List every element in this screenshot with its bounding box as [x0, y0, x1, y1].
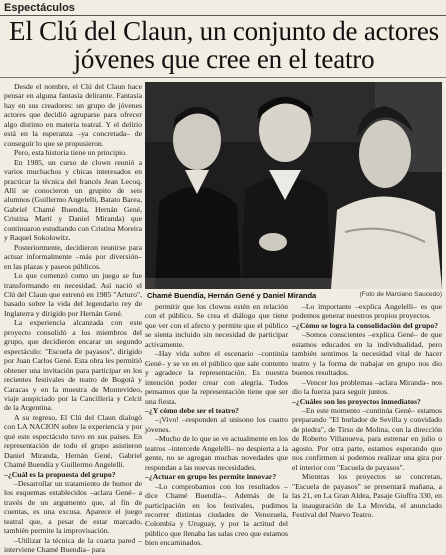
article-paragraph: –Lo importante –explica Angelelli– es que podemos generar nuestros propios proyectos. [292, 302, 442, 321]
article-column-1 [4, 82, 142, 555]
article-paragraph: Lo que comenzó como un juego se fue transformando en necesidad. Así nació el Clú del Claun que estrenó en 1985 "Arturo", basado sobre la vida del legendario rey de Inglaterra y dirigido por Hernán Gené. [4, 271, 142, 318]
article-paragraph: Posteriormente, decidieron reunirse para actuar informalmente –más por diversión– en las plazas y paseos públicos. [4, 242, 142, 271]
article-paragraph: La experiencia alcanzada con este proyecto consolidó a los miembros del grupo, que decidieron encarar un segundo espectáculo: "Escuela de payasos", dirigido por Juan Carlos Gené. Esta obra les permitió obtener una invitación para participar en los recientes festivales de teatro de Bogotá y Caracas y en la muestra de Montevideo, viaje auspiciado por la Cancillería y Celcit de la Argentina. [4, 318, 142, 413]
article-paragraph: –Desarrollar un tratamiento de humor de los esquemas establecidos –aclara Gené– a través de un argumento que, al fin de cuentas, es una excusa. Aparece el juego teatral que, a pesar de estar marcado, también permite la improvisación. [4, 479, 142, 536]
article-paragraph: –Somos conscientes –explica Gené– de que estamos educados en la individualidad, pero también sentimos la necesidad vital de hacer teatro y la forma de trabajar en grupo nos dio buenos resultados. [292, 330, 442, 378]
article-photo [145, 82, 442, 289]
photo-graphic [145, 82, 442, 289]
article-paragraph: –Mucho de lo que se ve actualmente en los teatros –intercede Angelelli– no despierta a la gente, no se agregan muchas novedades que respondan a las nuevas necesidades. [145, 434, 288, 472]
article-paragraph: Mientras los proyectos se concretan, "Escuela de payasos" se presentará mañana, a las 21, en La Gran Aldea, Pasaje Giuffra 330, en la inauguración de La Movida, el anunciado Festival del Nuevo Teatro. [292, 472, 442, 519]
interview-question: –¿Y cómo debe ser el teatro? [145, 405, 240, 415]
article-paragraph: –En este momento –continúa Gené– estamos preparando "El burlador de Sevilla y convidado de piedra", de Tirso de Molina, con la dirección de Roberto Villanueva, para estrenar en julio o agosto. Por otra parte, estamos esperando que nos confirmen si podemos realizar una gira por el interior con "Escuela de payasos". [292, 405, 442, 472]
section-label: Espectáculos [4, 2, 75, 14]
article-paragraph: A su regreso, El Clú del Claun dialogó con LA NACION sobre la experiencia y por qué este espectáculo tuvo en sus países. En representación de todo el grupo asistieron Daniel Miranda, Hernán Gené, Gabriel Chamé Buendía y Guillermo Angelelli. [4, 412, 142, 470]
article-paragraph: –¡Vivo! –responden al unísono los cuatro jóvenes. [145, 415, 288, 434]
photo-caption: Chamé Buendía, Hernán Gené y Daniel Miranda [147, 291, 317, 300]
article-column-3 [292, 302, 442, 519]
photo-credit: (Foto de Marciano Saucedo) [359, 291, 442, 298]
article-column-2 [145, 302, 288, 548]
interview-question: –¿Cuál es la propuesta del grupo? [4, 469, 116, 479]
article-paragraph: En 1985, un curso de clown reunió a varios muchachos y chicas interesados en practicar la técnica del francés Jean Lecoq. Allí se conocieron un grupito de seis alumnos (Guillermo Angelelli, Batato Barea, Gabriel Chamé Buendía, Hernán Gené, Cristina Martí y Daniel Miranda) que continuaron estudiando con Cristina Moreira y Raquel Sokolowitz. [4, 157, 142, 243]
article-paragraph: –Vencer los problemas –aclara Miranda– nos dio la fuerza para seguir juntos. [292, 377, 442, 397]
article-headline: El Clú del Claun, un conjunto de actores jóvenes que cree en el teatro [9, 16, 439, 74]
interview-question: –¿Actuar en grupo les permite innovar? [145, 472, 277, 482]
article-paragraph: Desde el nombre, el Clú del Claun hace pensar en alguna fantasía delirante. Fantasía hay en sus creadores: un grupo de jóvenes actores que decidió agruparse para ofrecer algo distinto en materia teatral. Y el delirio está en la esperanza –ya concretada– de conseguir lo que se propusieron. [4, 82, 142, 148]
interview-question: –¿Cómo se logra la consolidación del grupo? [292, 320, 439, 330]
interview-question: –¿Cuáles son los proyectos inmediatos? [292, 396, 421, 406]
article-paragraph: –Utilizar la técnica de la cuarta pared –interviene Chamé Buendía– para [4, 535, 142, 555]
article-paragraph: Pero, esta historia tiene un principio. [14, 148, 127, 158]
headline-rule [0, 77, 446, 78]
article-paragraph: –Hay vida sobre el escenario –continúa Gené– y se ve en el público que sale contento y agradece la representación. Es nuestra intención poder crear con alegría. Todos pensamos que la representación tiene que ser una fiesta. [145, 349, 288, 406]
article-paragraph: permitir que los clowns estén en relación con el público. Se crea el diálogo que tiene que ver con el afecto y permite que el público se sienta incluido sin necesidad de participar activamente. [145, 302, 288, 349]
article-paragraph: –Lo comprobamos con los resultados –dice Chamé Buendía–. Además de la participación en los festivales, pudimos recorrer distintas ciudades de Venezuela, Colombia y Uruguay, y por la actitud del público que llenaba las salas creo que estamos bien encaminados. [145, 481, 288, 548]
